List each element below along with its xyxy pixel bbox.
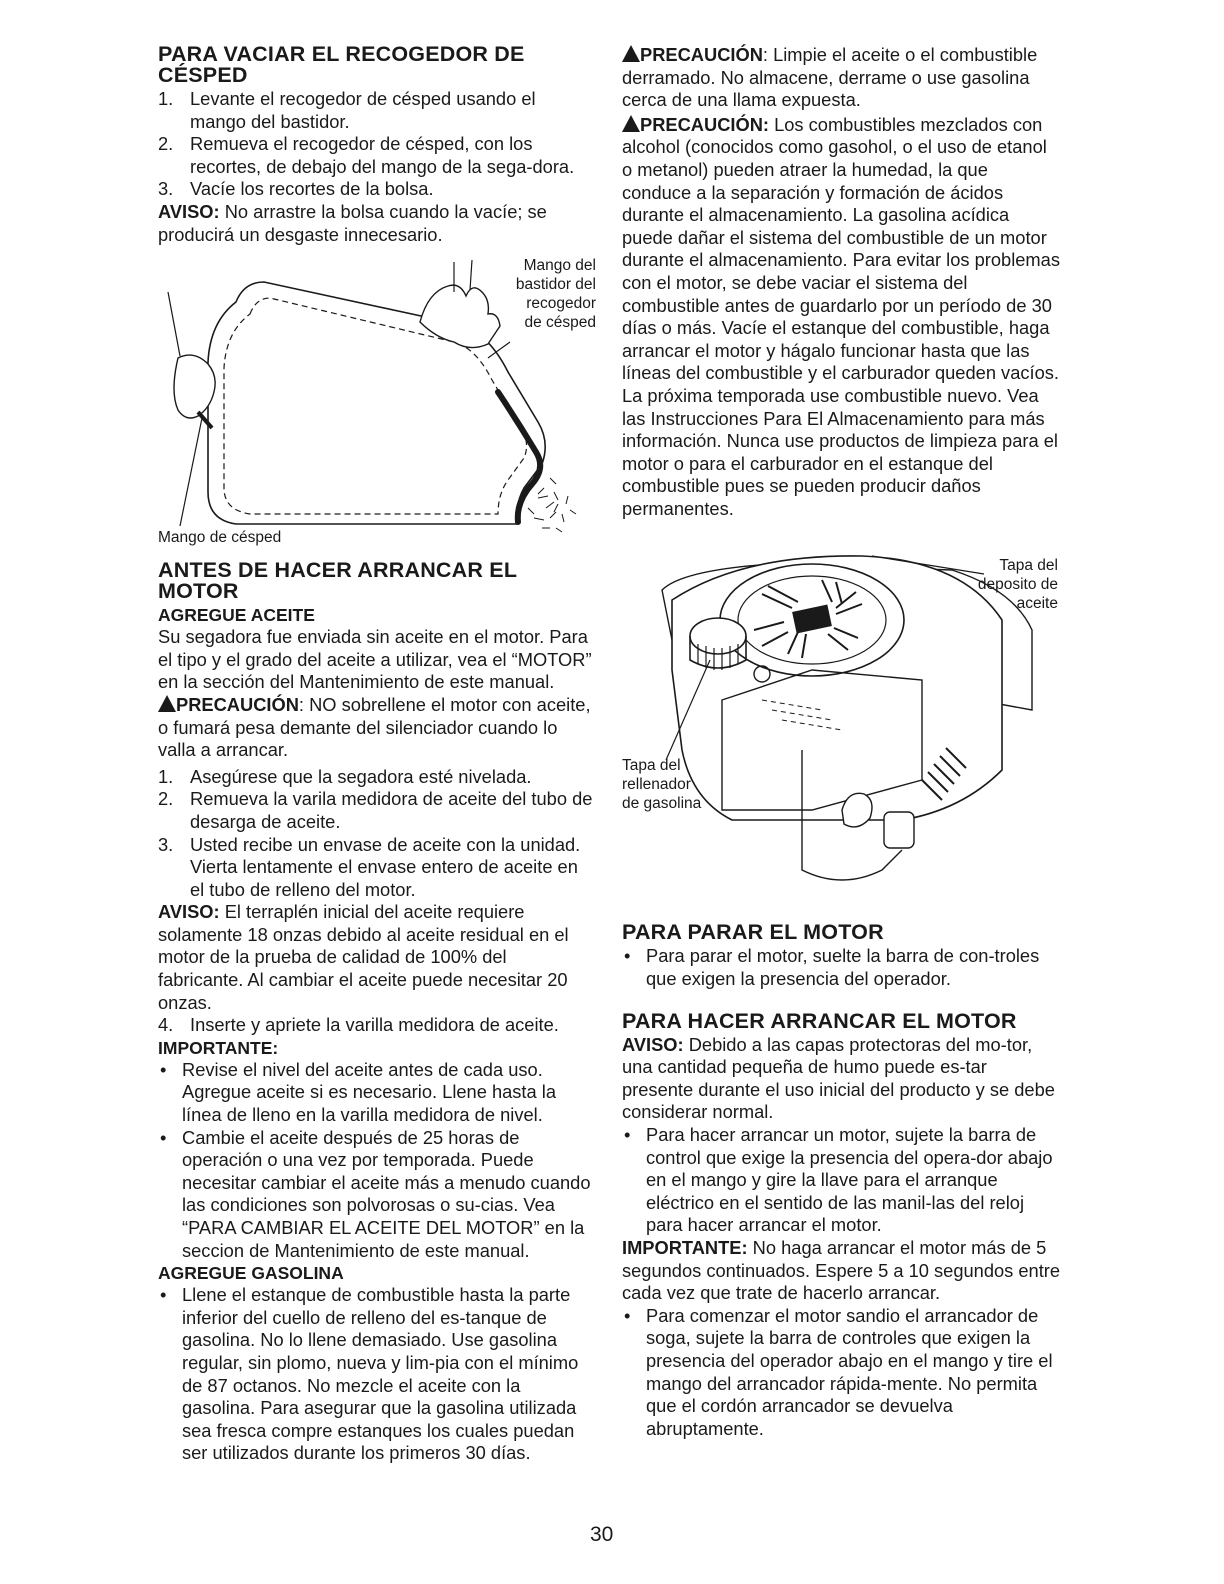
stop-engine-heading: PARA PARAR EL MOTOR bbox=[622, 920, 884, 945]
oil-steps bbox=[158, 766, 594, 902]
grass-bag-figure bbox=[158, 252, 594, 548]
list-item: • Llene el estanque de combustible hasta la parte inferior del cuello de relleno del es-tanque de gasolina. No lo llene demasiado. Use gasolina regular, sin plomo, nueva y lim-pia con el mínimo de 87 octanos. No mezcle el aceite con la gasolina. Para asegurar que la gasolina utilizada sea fresca compre estanques los cuales puedan ser utilizados durante los primeros 30 días. bbox=[160, 1284, 579, 1464]
start-note bbox=[622, 1034, 1062, 1124]
before-start-heading: ANTES DE HACER ARRANCAR EL MOTOR bbox=[158, 558, 517, 604]
step-text: Levante el recogedor de césped usando el mango del bastidor. bbox=[190, 88, 536, 132]
note-text: Debido a las capas protectoras del mo-tor, una cantidad pequeña de humo puede es-tar presente durante el uso inicial del producto y se debe considerar normal. bbox=[622, 1033, 1055, 1123]
right-column bbox=[622, 44, 1062, 1440]
important-bullets bbox=[158, 1059, 594, 1262]
left-column bbox=[158, 44, 594, 1465]
caution-label: PRECAUCIÓN: bbox=[640, 113, 769, 135]
spill-caution bbox=[622, 44, 1062, 112]
bullet-text: Para comenzar el motor sandio el arrancador de soga, sujete la barra de controles que exigen la presencia del operador abajo en el mango y tire el mango del arrancador rápida-mente. No permita que el cordón arrancador se devuelva abruptamente. bbox=[646, 1304, 1053, 1439]
list-item bbox=[158, 834, 594, 902]
start-important bbox=[622, 1237, 1062, 1305]
bullet-text: Para parar el motor, suelte la barra de con-troles que exigen la presencia del operador. bbox=[646, 945, 1040, 990]
step-text: Asegúrese que la segadora esté nivelada. bbox=[190, 765, 532, 787]
oil-note bbox=[158, 901, 594, 1014]
bullet-text: Para hacer arrancar un motor, sujete la barra de control que exige la presencia del opera-dor abajo en el mango y gire la llave para el arranque eléctrico en el sentido de las manil-las del reloj para hacer arrancar el motor. bbox=[646, 1124, 1053, 1236]
warning-icon bbox=[158, 695, 176, 712]
oil-caution bbox=[158, 694, 594, 762]
engine-figure bbox=[622, 550, 1062, 922]
list-item: • Para parar el motor, suelte la barra de con-troles que exigen la presencia del operador. bbox=[624, 945, 1040, 990]
bullet-text: Llene el estanque de combustible hasta la parte inferior del cuello de relleno del es-tanque de gasolina. No lo llene demasiado. Use gasolina regular, sin plomo, nueva y lim-pia con el mínimo de 87 octanos. No mezcle el aceite con la gasolina. Para asegurar que la gasolina utilizada sea fresca compre estanques los cuales puedan ser utilizados durante los primeros 30 días. bbox=[182, 1284, 579, 1464]
caution-label: PRECAUCIÓN bbox=[640, 44, 763, 65]
alcohol-fuel-caution bbox=[622, 114, 1062, 521]
frame-handle-label: Mango del bastidor del recogedor de césped bbox=[515, 257, 596, 332]
list-item bbox=[158, 133, 594, 178]
add-oil-heading: AGREGUE ACEITE bbox=[158, 605, 315, 626]
add-oil-text: Su segadora fue enviada sin aceite en el motor. Para el tipo y el grado del aceite a utilizar, vea el “MOTOR” en la sección del Mantenimiento de este manual. bbox=[158, 626, 592, 693]
bullet-text: Cambie el aceite después de 25 horas de operación o una vez por temporada. Puede necesitar cambiar el aceite más a menudo cuando las condiciones son polvorosas o su-cias. Vea “PARA CAMBIAR EL ACEITE DEL MOTOR” en la seccion de Mantenimiento de este manual. bbox=[182, 1126, 591, 1261]
list-item bbox=[158, 88, 594, 133]
step-number: 4. bbox=[158, 1014, 174, 1036]
oil-cap-label: Tapa del deposito de aceite bbox=[977, 557, 1058, 613]
empty-bag-steps bbox=[158, 88, 594, 201]
bullet-text: Revise el nivel del aceite antes de cada uso. Agregue aceite si es necesario. Llene hasta la línea de lleno en la varilla medidora de nivel. bbox=[182, 1058, 556, 1126]
note-label: AVISO: bbox=[158, 901, 220, 923]
note-label: AVISO: bbox=[622, 1033, 684, 1055]
important-heading: IMPORTANTE: bbox=[158, 1037, 279, 1058]
list-item: • Para hacer arrancar un motor, sujete la barra de control que exige la presencia del opera-dor abajo en el mango y gire la llave para el arranque eléctrico en el sentido de las manil-las del reloj para hacer arrancar el motor. bbox=[624, 1124, 1053, 1236]
warning-icon bbox=[622, 115, 640, 132]
step-text: Vacíe los recortes de la bolsa. bbox=[190, 178, 434, 200]
list-item bbox=[158, 788, 594, 833]
step-number: 1. bbox=[158, 765, 174, 787]
list-item bbox=[158, 766, 594, 789]
important-text: No haga arrancar el motor más de 5 segundos continuados. Espere 5 a 10 segundos entre cada vez que trate de hacerlo arrancar. bbox=[622, 1237, 1061, 1304]
empty-bag-heading: PARA VACIAR EL RECOGEDOR DE CÉSPED bbox=[158, 42, 525, 87]
add-fuel-heading: AGREGUE GASOLINA bbox=[158, 1263, 344, 1284]
list-item: • Revise el nivel del aceite antes de cada uso. Agregue aceite si es necesario. Llene hasta la línea de lleno en la varilla medidora de nivel. bbox=[160, 1058, 556, 1126]
note-text: El terraplén inicial del aceite requiere solamente 18 onzas debido al aceite residual en el motor de la prueba de calidad de 100% del fabricante. Al cambiar el aceite puede necesitar 20 onzas. bbox=[158, 901, 569, 1013]
step-number: 3. bbox=[158, 178, 174, 200]
start-engine-heading: PARA HACER ARRANCAR EL MOTOR bbox=[622, 1008, 1017, 1033]
list-item bbox=[158, 178, 594, 201]
caution-text: : NO sobrellene el motor con aceite, o fumará pesa demante del silenciador cuando lo valla a arrancar. bbox=[158, 693, 591, 761]
step-number: 2. bbox=[158, 133, 174, 155]
empty-bag-note bbox=[158, 201, 594, 246]
grass-handle-label: Mango de césped bbox=[158, 529, 282, 547]
fuel-cap-label: Tapa del rellenador de gasolina bbox=[622, 757, 702, 813]
page-number: 30 bbox=[590, 1523, 614, 1546]
list-item: • Cambie el aceite después de 25 horas de operación o una vez por temporada. Puede necesitar cambiar el aceite más a menudo cuando las condiciones son polvorosas o su-cias. Vea “PARA CAMBIAR EL ACEITE DEL MOTOR” en la seccion de Mantenimiento de este manual. bbox=[160, 1126, 591, 1261]
step-number: 3. bbox=[158, 833, 174, 855]
list-item: • Para comenzar el motor sandio el arrancador de soga, sujete la barra de controles que exigen la presencia del operador abajo en el mango y tire el mango del arrancador rápida-mente. No permita que el cordón arrancador se devuelva abruptamente. bbox=[624, 1304, 1053, 1439]
caution-label: PRECAUCIÓN bbox=[176, 693, 299, 715]
step-text: Inserte y apriete la varilla medidora de aceite. bbox=[190, 1014, 559, 1036]
note-text: No arrastre la bolsa cuando la vacíe; se producirá un desgaste innecesario. bbox=[158, 200, 547, 245]
warning-icon bbox=[622, 45, 640, 62]
step-text: Usted recibe un envase de aceite con la unidad. Vierta lentamente el envase entero de aceite en el tubo de relleno del motor. bbox=[190, 833, 581, 900]
important-label: IMPORTANTE: bbox=[622, 1237, 748, 1258]
list-item bbox=[158, 1014, 594, 1037]
step-text: Remueva el recogedor de césped, con los recortes, de debajo del mango de la sega-dora. bbox=[190, 133, 575, 177]
caution-text: Los combustibles mezclados con alcohol (conocidos como gasohol, o el uso de etanol o metanol) pueden atraer la humedad, la que conduce a la separación y formación de ácidos durante el almacenamiento. La gasolina acídica puede dañar el sistema del combustible de un motor durante el almacenamiento. Para evitar los problemas con el motor, se debe vaciar el sistema del combustible antes de guardarlo por un período de 30 días o más. Vacíe el estanque del combustible, haga arrancar el motor y hágalo funcionar hasta que las líneas del combustible y el carburador queden vacíos. La próxima temporada use combustible nuevo. Vea las Instrucciones Para El Almacenamiento para más información. Nunca use productos de limpieza para el motor o para el carburador en el estanque del combustible pues se pueden producir daños permanentes. bbox=[622, 113, 1060, 519]
step-number: 2. bbox=[158, 788, 174, 810]
note-label: AVISO: bbox=[158, 200, 220, 222]
step-number: 1. bbox=[158, 88, 174, 109]
step-text: Remueva la varila medidora de aceite del tubo de desarga de aceite. bbox=[190, 788, 593, 832]
caution-text: : Limpie el aceite o el combustible derramado. No almacene, derrame o use gasolina cerca de una llama expuesta. bbox=[622, 44, 1038, 111]
